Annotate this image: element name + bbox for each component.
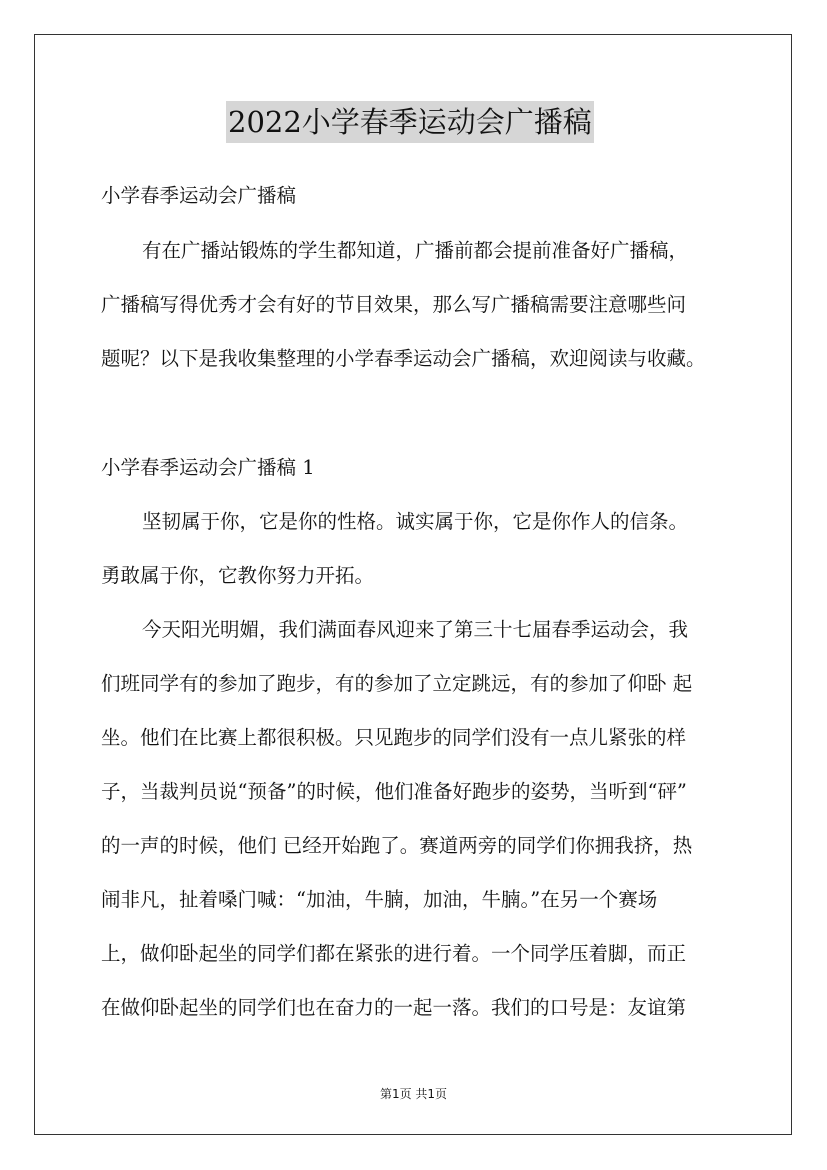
paragraph-line: 上，做仰卧起坐的同学们都在紧张的进行着。一个同学压着脚，而正 <box>101 942 687 965</box>
document-subtitle: 小学春季运动会广播稿 <box>101 184 297 207</box>
intro-line: 广播稿写得优秀才会有好的节目效果，那么写广播稿需要注意哪些问 <box>101 293 687 316</box>
page-footer: 第1页 共1页 <box>379 1087 448 1101</box>
paragraph-line: 坐。他们在比赛上都很积极。只见跑步的同学们没有一点儿紧张的样 <box>101 726 687 749</box>
paragraph-line: 在做仰卧起坐的同学们也在奋力的一起一落。我们的口号是：友谊第 <box>101 996 687 1019</box>
document-title: 2022小学春季运动会广播稿 <box>226 101 594 143</box>
paragraph-line: 子，当裁判员说“预备”的时候，他们准备好跑步的姿势，当听到“砰” <box>101 780 687 803</box>
section-heading: 小学春季运动会广播稿 1 <box>101 456 315 479</box>
intro-line: 题呢？以下是我收集整理的小学春季运动会广播稿，欢迎阅读与收藏。 <box>101 347 706 370</box>
paragraph-line: 闹非凡，扯着嗓门喊：“加油，牛腩，加油，牛腩。”在另一个赛场 <box>101 888 658 911</box>
intro-line: 有在广播站锻炼的学生都知道，广播前都会提前准备好广播稿， <box>142 239 689 262</box>
paragraph-line: 勇敢属于你，它教你努力开拓。 <box>101 564 375 587</box>
paragraph-line: 今天阳光明媚，我们满面春风迎来了第三十七届春季运动会，我 <box>142 618 689 641</box>
paragraph-line: 们班同学有的参加了跑步，有的参加了立定跳远，有的参加了仰卧 起 <box>101 672 693 695</box>
paragraph-line: 的一声的时候，他们 已经开始跑了。赛道两旁的同学们你拥我挤，热 <box>101 834 693 857</box>
paragraph-line: 坚韧属于你，它是你的性格。诚实属于你，它是你作人的信条。 <box>142 510 689 533</box>
